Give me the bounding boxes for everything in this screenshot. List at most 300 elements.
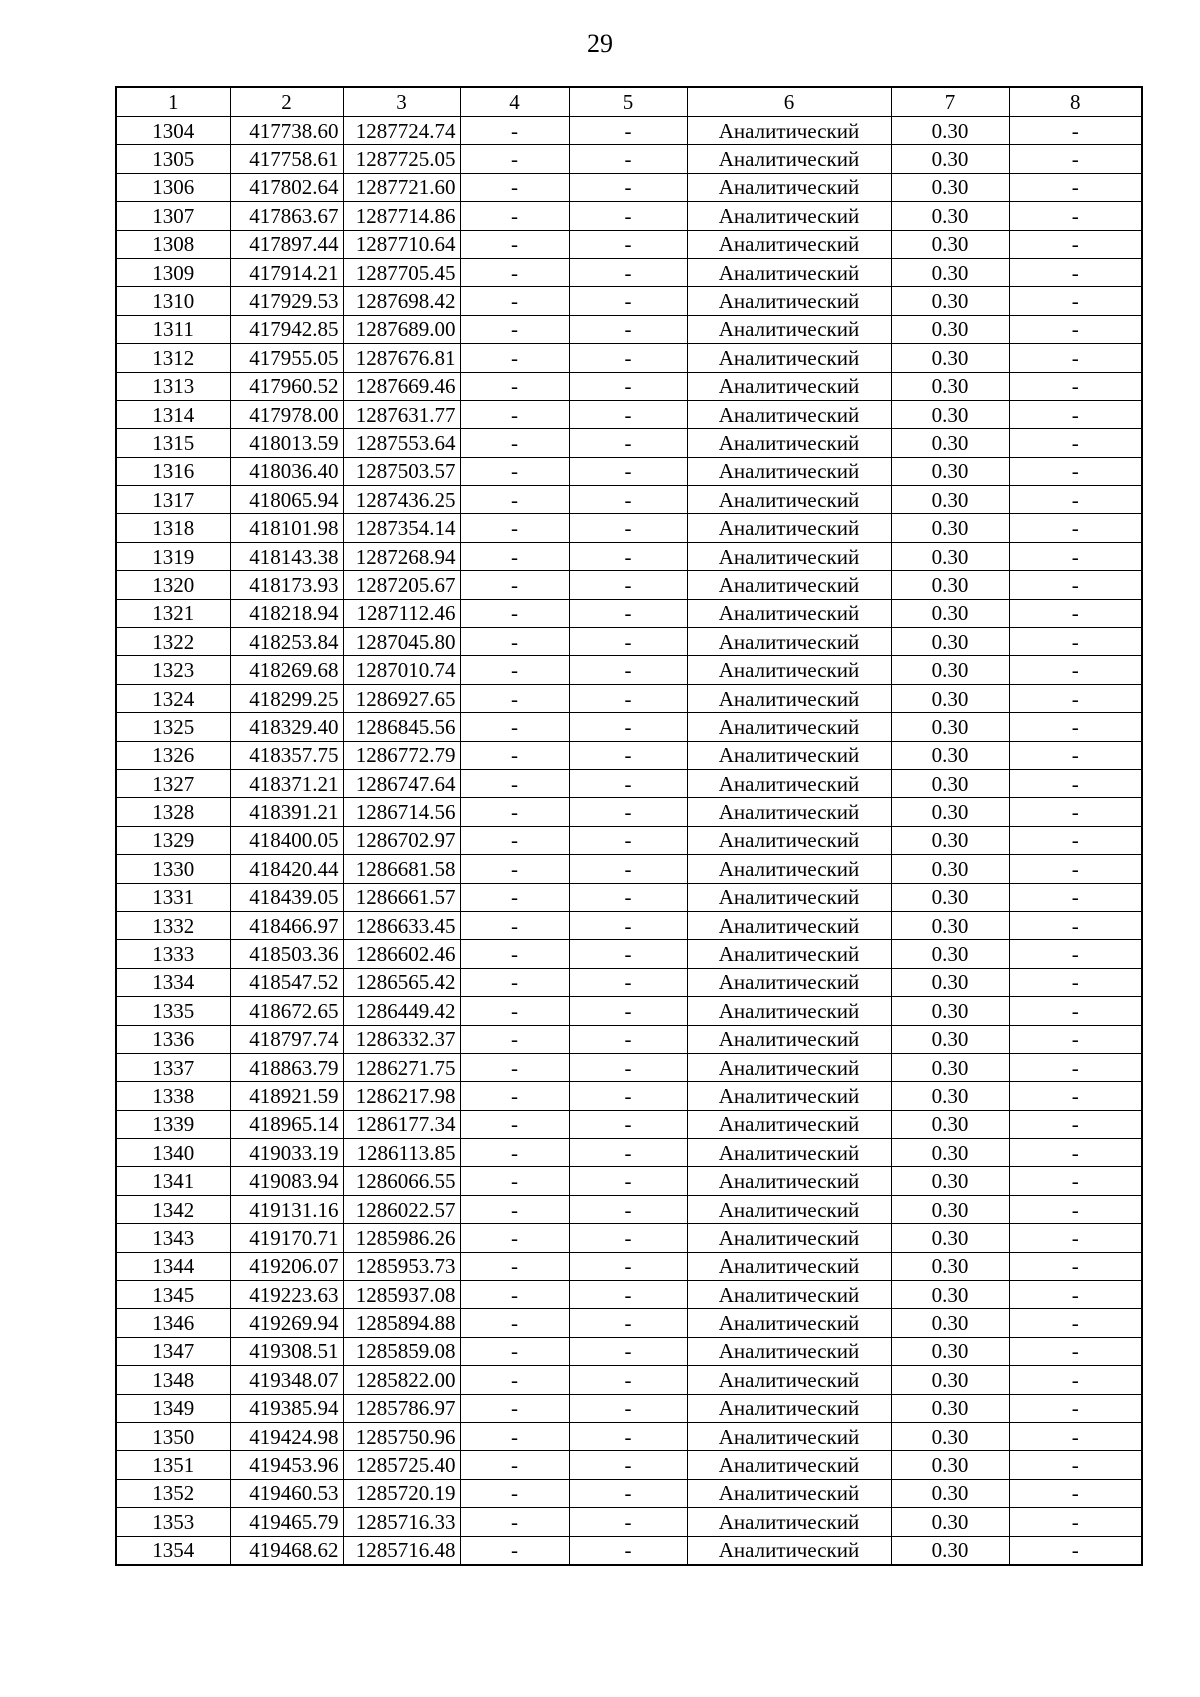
x-coordinate-cell: 418143.38 [230,542,343,570]
column-5-cell: - [569,997,687,1025]
accuracy-cell: 0.30 [891,457,1009,485]
accuracy-cell: 0.30 [891,826,1009,854]
accuracy-cell: 0.30 [891,1536,1009,1565]
point-number-cell: 1334 [116,968,230,996]
column-5-cell: - [569,542,687,570]
column-4-cell: - [460,883,569,911]
point-number-cell: 1316 [116,457,230,485]
method-cell: Аналитический [687,1195,891,1223]
table-row [116,542,1142,570]
accuracy-cell: 0.30 [891,202,1009,230]
y-coordinate-cell: 1287710.64 [343,230,460,258]
column-5-cell: - [569,1053,687,1081]
column-8-cell: - [1009,997,1142,1025]
method-cell: Аналитический [687,1252,891,1280]
table-row [116,429,1142,457]
y-coordinate-cell: 1287721.60 [343,173,460,201]
table-row [116,1394,1142,1422]
x-coordinate-cell: 419348.07 [230,1366,343,1394]
method-cell: Аналитический [687,1167,891,1195]
x-coordinate-cell: 418253.84 [230,628,343,656]
column-header: 1 [116,87,230,117]
table-row [116,372,1142,400]
accuracy-cell: 0.30 [891,258,1009,286]
column-8-cell: - [1009,429,1142,457]
method-cell: Аналитический [687,145,891,173]
header-row [116,87,1142,117]
method-cell: Аналитический [687,400,891,428]
accuracy-cell: 0.30 [891,1479,1009,1507]
column-5-cell: - [569,599,687,627]
column-5-cell: - [569,1309,687,1337]
column-4-cell: - [460,1053,569,1081]
column-5-cell: - [569,1394,687,1422]
table-row [116,628,1142,656]
x-coordinate-cell: 418797.74 [230,1025,343,1053]
y-coordinate-cell: 1285894.88 [343,1309,460,1337]
accuracy-cell: 0.30 [891,1139,1009,1167]
column-4-cell: - [460,1139,569,1167]
column-4-cell: - [460,1167,569,1195]
accuracy-cell: 0.30 [891,1224,1009,1252]
column-4-cell: - [460,1309,569,1337]
column-5-cell: - [569,571,687,599]
method-cell: Аналитический [687,968,891,996]
point-number-cell: 1332 [116,911,230,939]
column-5-cell: - [569,1025,687,1053]
column-8-cell: - [1009,1224,1142,1252]
accuracy-cell: 0.30 [891,1195,1009,1223]
column-8-cell: - [1009,1195,1142,1223]
column-header: 7 [891,87,1009,117]
column-8-cell: - [1009,1337,1142,1365]
accuracy-cell: 0.30 [891,883,1009,911]
column-4-cell: - [460,542,569,570]
column-4-cell: - [460,1479,569,1507]
point-number-cell: 1304 [116,117,230,145]
column-8-cell: - [1009,514,1142,542]
method-cell: Аналитический [687,514,891,542]
method-cell: Аналитический [687,117,891,145]
x-coordinate-cell: 418921.59 [230,1082,343,1110]
column-4-cell: - [460,1366,569,1394]
point-number-cell: 1328 [116,798,230,826]
accuracy-cell: 0.30 [891,372,1009,400]
y-coordinate-cell: 1286714.56 [343,798,460,826]
column-4-cell: - [460,1252,569,1280]
table-row [116,202,1142,230]
y-coordinate-cell: 1287669.46 [343,372,460,400]
column-8-cell: - [1009,741,1142,769]
y-coordinate-cell: 1287205.67 [343,571,460,599]
table-row [116,1053,1142,1081]
column-5-cell: - [569,1252,687,1280]
column-5-cell: - [569,741,687,769]
point-number-cell: 1327 [116,769,230,797]
column-4-cell: - [460,145,569,173]
column-8-cell: - [1009,1422,1142,1450]
column-8-cell: - [1009,315,1142,343]
accuracy-cell: 0.30 [891,230,1009,258]
x-coordinate-cell: 418101.98 [230,514,343,542]
point-number-cell: 1331 [116,883,230,911]
point-number-cell: 1305 [116,145,230,173]
accuracy-cell: 0.30 [891,344,1009,372]
column-8-cell: - [1009,1309,1142,1337]
method-cell: Аналитический [687,1281,891,1309]
x-coordinate-cell: 418065.94 [230,486,343,514]
y-coordinate-cell: 1286772.79 [343,741,460,769]
accuracy-cell: 0.30 [891,173,1009,201]
table-row [116,997,1142,1025]
point-number-cell: 1340 [116,1139,230,1167]
y-coordinate-cell: 1287705.45 [343,258,460,286]
method-cell: Аналитический [687,1110,891,1138]
column-4-cell: - [460,769,569,797]
x-coordinate-cell: 419424.98 [230,1422,343,1450]
accuracy-cell: 0.30 [891,287,1009,315]
accuracy-cell: 0.30 [891,1451,1009,1479]
column-5-cell: - [569,1281,687,1309]
x-coordinate-cell: 417960.52 [230,372,343,400]
table-row [116,713,1142,741]
accuracy-cell: 0.30 [891,855,1009,883]
column-8-cell: - [1009,1139,1142,1167]
column-8-cell: - [1009,372,1142,400]
table-row [116,1422,1142,1450]
x-coordinate-cell: 418547.52 [230,968,343,996]
x-coordinate-cell: 417863.67 [230,202,343,230]
point-number-cell: 1322 [116,628,230,656]
method-cell: Аналитический [687,1479,891,1507]
accuracy-cell: 0.30 [891,1281,1009,1309]
column-8-cell: - [1009,656,1142,684]
column-5-cell: - [569,883,687,911]
column-8-cell: - [1009,1110,1142,1138]
table-row [116,1224,1142,1252]
y-coordinate-cell: 1286661.57 [343,883,460,911]
column-8-cell: - [1009,684,1142,712]
column-8-cell: - [1009,713,1142,741]
column-5-cell: - [569,1451,687,1479]
point-number-cell: 1343 [116,1224,230,1252]
y-coordinate-cell: 1286747.64 [343,769,460,797]
column-5-cell: - [569,1110,687,1138]
x-coordinate-cell: 417942.85 [230,315,343,343]
table-row [116,344,1142,372]
column-8-cell: - [1009,202,1142,230]
column-4-cell: - [460,911,569,939]
table-row [116,571,1142,599]
method-cell: Аналитический [687,429,891,457]
column-8-cell: - [1009,1366,1142,1394]
table-row [116,1139,1142,1167]
x-coordinate-cell: 419083.94 [230,1167,343,1195]
column-4-cell: - [460,514,569,542]
x-coordinate-cell: 418173.93 [230,571,343,599]
column-8-cell: - [1009,173,1142,201]
point-number-cell: 1336 [116,1025,230,1053]
column-8-cell: - [1009,855,1142,883]
method-cell: Аналитический [687,542,891,570]
table-row [116,258,1142,286]
y-coordinate-cell: 1287112.46 [343,599,460,627]
column-5-cell: - [569,1366,687,1394]
y-coordinate-cell: 1286927.65 [343,684,460,712]
table-row [116,769,1142,797]
point-number-cell: 1317 [116,486,230,514]
column-4-cell: - [460,287,569,315]
point-number-cell: 1347 [116,1337,230,1365]
column-5-cell: - [569,769,687,797]
x-coordinate-cell: 417897.44 [230,230,343,258]
column-4-cell: - [460,741,569,769]
column-header: 4 [460,87,569,117]
point-number-cell: 1326 [116,741,230,769]
point-number-cell: 1353 [116,1508,230,1536]
column-4-cell: - [460,117,569,145]
column-8-cell: - [1009,344,1142,372]
point-number-cell: 1354 [116,1536,230,1565]
column-5-cell: - [569,287,687,315]
accuracy-cell: 0.30 [891,798,1009,826]
column-5-cell: - [569,486,687,514]
column-4-cell: - [460,684,569,712]
column-5-cell: - [569,344,687,372]
x-coordinate-cell: 418503.36 [230,940,343,968]
column-8-cell: - [1009,258,1142,286]
x-coordinate-cell: 417758.61 [230,145,343,173]
x-coordinate-cell: 418371.21 [230,769,343,797]
point-number-cell: 1323 [116,656,230,684]
method-cell: Аналитический [687,230,891,258]
column-5-cell: - [569,1139,687,1167]
x-coordinate-cell: 418466.97 [230,911,343,939]
method-cell: Аналитический [687,457,891,485]
column-8-cell: - [1009,1281,1142,1309]
accuracy-cell: 0.30 [891,1252,1009,1280]
table-row [116,287,1142,315]
table-row [116,145,1142,173]
accuracy-cell: 0.30 [891,628,1009,656]
accuracy-cell: 0.30 [891,1309,1009,1337]
point-number-cell: 1339 [116,1110,230,1138]
x-coordinate-cell: 417955.05 [230,344,343,372]
y-coordinate-cell: 1285725.40 [343,1451,460,1479]
column-4-cell: - [460,1025,569,1053]
x-coordinate-cell: 419308.51 [230,1337,343,1365]
accuracy-cell: 0.30 [891,1508,1009,1536]
table-row [116,883,1142,911]
y-coordinate-cell: 1286845.56 [343,713,460,741]
accuracy-cell: 0.30 [891,1167,1009,1195]
y-coordinate-cell: 1287503.57 [343,457,460,485]
y-coordinate-cell: 1286177.34 [343,1110,460,1138]
accuracy-cell: 0.30 [891,940,1009,968]
column-5-cell: - [569,798,687,826]
method-cell: Аналитический [687,372,891,400]
column-4-cell: - [460,1082,569,1110]
column-5-cell: - [569,457,687,485]
table-row [116,741,1142,769]
x-coordinate-cell: 418299.25 [230,684,343,712]
column-4-cell: - [460,1508,569,1536]
table-row [116,1508,1142,1536]
column-4-cell: - [460,628,569,656]
column-4-cell: - [460,1536,569,1565]
point-number-cell: 1320 [116,571,230,599]
column-4-cell: - [460,826,569,854]
point-number-cell: 1341 [116,1167,230,1195]
y-coordinate-cell: 1287553.64 [343,429,460,457]
column-5-cell: - [569,173,687,201]
column-8-cell: - [1009,1479,1142,1507]
y-coordinate-cell: 1287676.81 [343,344,460,372]
column-5-cell: - [569,855,687,883]
column-8-cell: - [1009,798,1142,826]
x-coordinate-cell: 419033.19 [230,1139,343,1167]
x-coordinate-cell: 418329.40 [230,713,343,741]
table-body [116,117,1142,1565]
column-4-cell: - [460,173,569,201]
column-4-cell: - [460,202,569,230]
point-number-cell: 1312 [116,344,230,372]
column-5-cell: - [569,1195,687,1223]
column-4-cell: - [460,429,569,457]
x-coordinate-cell: 417978.00 [230,400,343,428]
point-number-cell: 1342 [116,1195,230,1223]
point-number-cell: 1348 [116,1366,230,1394]
y-coordinate-cell: 1285859.08 [343,1337,460,1365]
y-coordinate-cell: 1287714.86 [343,202,460,230]
method-cell: Аналитический [687,1422,891,1450]
column-8-cell: - [1009,571,1142,599]
column-4-cell: - [460,1224,569,1252]
y-coordinate-cell: 1286271.75 [343,1053,460,1081]
y-coordinate-cell: 1287725.05 [343,145,460,173]
x-coordinate-cell: 419468.62 [230,1536,343,1565]
accuracy-cell: 0.30 [891,486,1009,514]
y-coordinate-cell: 1287436.25 [343,486,460,514]
table-row [116,826,1142,854]
column-4-cell: - [460,798,569,826]
table-row [116,1110,1142,1138]
column-5-cell: - [569,1224,687,1252]
method-cell: Аналитический [687,911,891,939]
y-coordinate-cell: 1285822.00 [343,1366,460,1394]
table-row [116,1366,1142,1394]
column-5-cell: - [569,684,687,712]
y-coordinate-cell: 1286633.45 [343,911,460,939]
point-number-cell: 1315 [116,429,230,457]
method-cell: Аналитический [687,940,891,968]
table-row [116,117,1142,145]
column-5-cell: - [569,1337,687,1365]
column-8-cell: - [1009,940,1142,968]
y-coordinate-cell: 1286217.98 [343,1082,460,1110]
table-row [116,400,1142,428]
column-header: 8 [1009,87,1142,117]
method-cell: Аналитический [687,1536,891,1565]
method-cell: Аналитический [687,1451,891,1479]
column-8-cell: - [1009,1536,1142,1565]
column-8-cell: - [1009,883,1142,911]
accuracy-cell: 0.30 [891,514,1009,542]
column-8-cell: - [1009,117,1142,145]
method-cell: Аналитический [687,713,891,741]
accuracy-cell: 0.30 [891,571,1009,599]
table-row [116,1536,1142,1565]
table-row [116,1337,1142,1365]
y-coordinate-cell: 1285716.48 [343,1536,460,1565]
accuracy-cell: 0.30 [891,1110,1009,1138]
accuracy-cell: 0.30 [891,741,1009,769]
table-row [116,1309,1142,1337]
point-number-cell: 1306 [116,173,230,201]
y-coordinate-cell: 1286113.85 [343,1139,460,1167]
y-coordinate-cell: 1286681.58 [343,855,460,883]
column-4-cell: - [460,372,569,400]
table-row [116,173,1142,201]
point-number-cell: 1344 [116,1252,230,1280]
method-cell: Аналитический [687,173,891,201]
column-5-cell: - [569,713,687,741]
table-row [116,684,1142,712]
point-number-cell: 1313 [116,372,230,400]
table-row [116,855,1142,883]
column-5-cell: - [569,628,687,656]
y-coordinate-cell: 1286332.37 [343,1025,460,1053]
point-number-cell: 1329 [116,826,230,854]
x-coordinate-cell: 418965.14 [230,1110,343,1138]
point-number-cell: 1307 [116,202,230,230]
column-4-cell: - [460,1195,569,1223]
method-cell: Аналитический [687,1139,891,1167]
column-4-cell: - [460,400,569,428]
column-8-cell: - [1009,1025,1142,1053]
column-4-cell: - [460,486,569,514]
point-number-cell: 1337 [116,1053,230,1081]
x-coordinate-cell: 419131.16 [230,1195,343,1223]
point-number-cell: 1314 [116,400,230,428]
accuracy-cell: 0.30 [891,542,1009,570]
column-8-cell: - [1009,911,1142,939]
column-4-cell: - [460,1337,569,1365]
method-cell: Аналитический [687,1025,891,1053]
accuracy-cell: 0.30 [891,997,1009,1025]
method-cell: Аналитический [687,1366,891,1394]
accuracy-cell: 0.30 [891,429,1009,457]
x-coordinate-cell: 417802.64 [230,173,343,201]
method-cell: Аналитический [687,826,891,854]
y-coordinate-cell: 1287354.14 [343,514,460,542]
column-header: 2 [230,87,343,117]
point-number-cell: 1345 [116,1281,230,1309]
column-5-cell: - [569,230,687,258]
x-coordinate-cell: 418357.75 [230,741,343,769]
accuracy-cell: 0.30 [891,1422,1009,1450]
column-4-cell: - [460,997,569,1025]
point-number-cell: 1330 [116,855,230,883]
column-5-cell: - [569,372,687,400]
column-5-cell: - [569,400,687,428]
column-4-cell: - [460,940,569,968]
x-coordinate-cell: 417929.53 [230,287,343,315]
accuracy-cell: 0.30 [891,1366,1009,1394]
accuracy-cell: 0.30 [891,1394,1009,1422]
method-cell: Аналитический [687,315,891,343]
point-number-cell: 1333 [116,940,230,968]
